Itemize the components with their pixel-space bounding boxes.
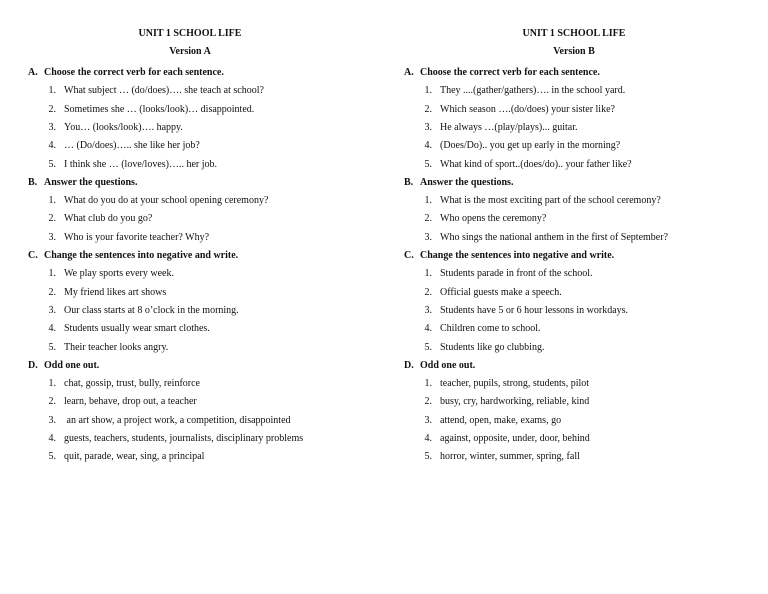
list-item: [410, 85, 625, 97]
section-letter: B.: [404, 177, 414, 188]
worksheet-title: UNIT 1 SCHOOL LIFE: [138, 28, 242, 39]
item-text: What kind of sport..(does/do).. your father like?: [440, 159, 632, 170]
list-item: [410, 213, 546, 225]
item-text: They ....(gather/gathers)…. in the school yard.: [440, 85, 626, 96]
item-number: 2.: [48, 104, 56, 115]
item-number: 3.: [48, 122, 56, 133]
list-item: [34, 415, 291, 427]
item-text: Children come to school.: [440, 323, 541, 334]
item-number: 3.: [48, 415, 56, 426]
item-number: 2.: [424, 287, 432, 298]
item-text: You… (looks/look)…. happy.: [64, 122, 183, 133]
item-number: 5.: [424, 451, 432, 462]
item-text: horror, winter, summer, spring, fall: [440, 451, 580, 462]
item-text: against, opposite, under, door, behind: [440, 433, 590, 444]
section-heading: [404, 177, 513, 189]
item-text: Who sings the national anthem in the first of September?: [440, 232, 668, 243]
section-heading: [404, 250, 614, 262]
version-b-column: [384, 0, 764, 594]
section-heading-text: Choose the correct verb for each sentence.: [420, 67, 600, 78]
item-number: 1.: [424, 268, 432, 279]
item-number: 2.: [48, 396, 56, 407]
section-heading: [28, 360, 99, 372]
section-heading-text: Choose the correct verb for each sentence.: [44, 67, 224, 78]
section-heading: [404, 360, 475, 372]
item-number: 5.: [48, 159, 56, 170]
item-number: 3.: [424, 232, 432, 243]
item-text: Who is your favorite teacher? Why?: [64, 232, 210, 243]
section-heading-text: Odd one out.: [44, 360, 100, 371]
item-text: Students usually wear smart clothes.: [64, 323, 210, 334]
section-heading-text: Odd one out.: [420, 360, 476, 371]
list-item: [410, 159, 632, 171]
item-number: 3.: [48, 305, 56, 316]
list-item: [410, 342, 544, 354]
item-text: Students like go clubbing.: [440, 342, 545, 353]
list-item: [34, 451, 204, 463]
item-number: 5.: [48, 451, 56, 462]
list-item: [410, 415, 561, 427]
item-number: 4.: [424, 433, 432, 444]
item-number: 4.: [48, 433, 56, 444]
item-number: 5.: [424, 342, 432, 353]
item-number: 2.: [424, 104, 432, 115]
section-letter: C.: [28, 250, 38, 261]
item-text: What club do you go?: [64, 213, 153, 224]
version-label: Version B: [553, 46, 595, 57]
section-letter: A.: [404, 67, 414, 78]
list-item: [34, 232, 209, 244]
item-number: 4.: [424, 323, 432, 334]
list-item: [34, 305, 239, 317]
section-letter: C.: [404, 250, 414, 261]
item-number: 1.: [424, 378, 432, 389]
list-item: [34, 323, 210, 335]
item-number: 5.: [48, 342, 56, 353]
list-item: [410, 122, 577, 134]
version-label: Version A: [169, 46, 211, 57]
list-item: [410, 396, 589, 408]
list-item: [34, 378, 200, 390]
item-number: 5.: [424, 159, 432, 170]
item-text: Students parade in front of the school.: [440, 268, 593, 279]
item-text: chat, gossip, trust, bully, reinforce: [64, 378, 200, 389]
item-text: (Does/Do).. you get up early in the morning?: [440, 140, 621, 151]
list-item: [34, 159, 217, 171]
section-letter: D.: [404, 360, 414, 371]
item-text: Their teacher looks angry.: [64, 342, 169, 353]
item-text: We play sports every week.: [64, 268, 174, 279]
list-item: [34, 433, 303, 445]
list-item: [34, 140, 200, 152]
item-number: 4.: [48, 323, 56, 334]
item-number: 1.: [48, 268, 56, 279]
item-number: 1.: [424, 195, 432, 206]
item-text: … (Do/does)….. she like her job?: [64, 140, 200, 151]
section-heading: [404, 67, 600, 79]
list-item: [410, 104, 615, 116]
list-item: [410, 268, 592, 280]
item-text: Students have 5 or 6 hour lessons in workdays.: [440, 305, 629, 316]
section-letter: B.: [28, 177, 38, 188]
item-number: 1.: [48, 195, 56, 206]
item-text: Our class starts at 8 o’clock in the morning.: [64, 305, 239, 316]
list-item: [34, 122, 183, 134]
item-text: What subject … (do/does)…. she teach at school?: [64, 85, 264, 96]
section-heading: [28, 67, 224, 79]
item-text: teacher, pupils, strong, students, pilot: [440, 378, 590, 389]
item-text: He always …(play/plays)... guitar.: [440, 122, 578, 133]
list-item: [410, 195, 661, 207]
section-heading-text: Change the sentences into negative and write.: [420, 250, 615, 261]
item-text: Who opens the ceremony?: [440, 213, 547, 224]
item-number: 2.: [48, 287, 56, 298]
item-number: 1.: [48, 378, 56, 389]
item-number: 2.: [48, 213, 56, 224]
list-item: [410, 232, 668, 244]
list-item: [34, 104, 254, 116]
worksheet-title: UNIT 1 SCHOOL LIFE: [522, 28, 626, 39]
list-item: [34, 213, 152, 225]
item-number: 2.: [424, 213, 432, 224]
item-text: Official guests make a speech.: [440, 287, 562, 298]
list-item: [34, 287, 166, 299]
item-number: 3.: [424, 415, 432, 426]
item-text: an art show, a project work, a competition, disappointed: [64, 415, 291, 426]
item-number: 1.: [424, 85, 432, 96]
item-text: What is the most exciting part of the school ceremony?: [440, 195, 661, 206]
section-heading-text: Answer the questions.: [420, 177, 514, 188]
list-item: [410, 305, 628, 317]
section-heading-text: Answer the questions.: [44, 177, 138, 188]
version-a-column: [0, 0, 380, 594]
list-item: [410, 287, 562, 299]
item-text: Which season ….(do/does) your sister like?: [440, 104, 615, 115]
item-number: 1.: [48, 85, 56, 96]
item-number: 4.: [48, 140, 56, 151]
item-number: 3.: [424, 305, 432, 316]
list-item: [410, 378, 589, 390]
list-item: [410, 140, 620, 152]
section-letter: D.: [28, 360, 38, 371]
item-text: learn, behave, drop out, a teacher: [64, 396, 197, 407]
list-item: [34, 342, 168, 354]
section-heading: [28, 250, 238, 262]
list-item: [410, 451, 580, 463]
item-text: attend, open, make, exams, go: [440, 415, 562, 426]
list-item: [34, 195, 268, 207]
item-text: I think she … (love/loves)….. her job.: [64, 159, 218, 170]
list-item: [34, 85, 264, 97]
section-letter: A.: [28, 67, 38, 78]
item-number: 4.: [424, 140, 432, 151]
list-item: [410, 323, 541, 335]
item-text: My friend likes art shows: [64, 287, 167, 298]
section-heading-text: Change the sentences into negative and write.: [44, 250, 239, 261]
section-heading: [28, 177, 137, 189]
item-text: Sometimes she … (looks/look)… disappointed.: [64, 104, 255, 115]
item-number: 3.: [48, 232, 56, 243]
list-item: [34, 396, 197, 408]
list-item: [410, 433, 590, 445]
item-text: What do you do at your school opening ceremony?: [64, 195, 269, 206]
item-text: busy, cry, hardworking, reliable, kind: [440, 396, 590, 407]
item-text: guests, teachers, students, journalists, disciplinary problems: [64, 433, 304, 444]
item-number: 2.: [424, 396, 432, 407]
list-item: [34, 268, 174, 280]
item-number: 3.: [424, 122, 432, 133]
item-text: quit, parade, wear, sing, a principal: [64, 451, 205, 462]
